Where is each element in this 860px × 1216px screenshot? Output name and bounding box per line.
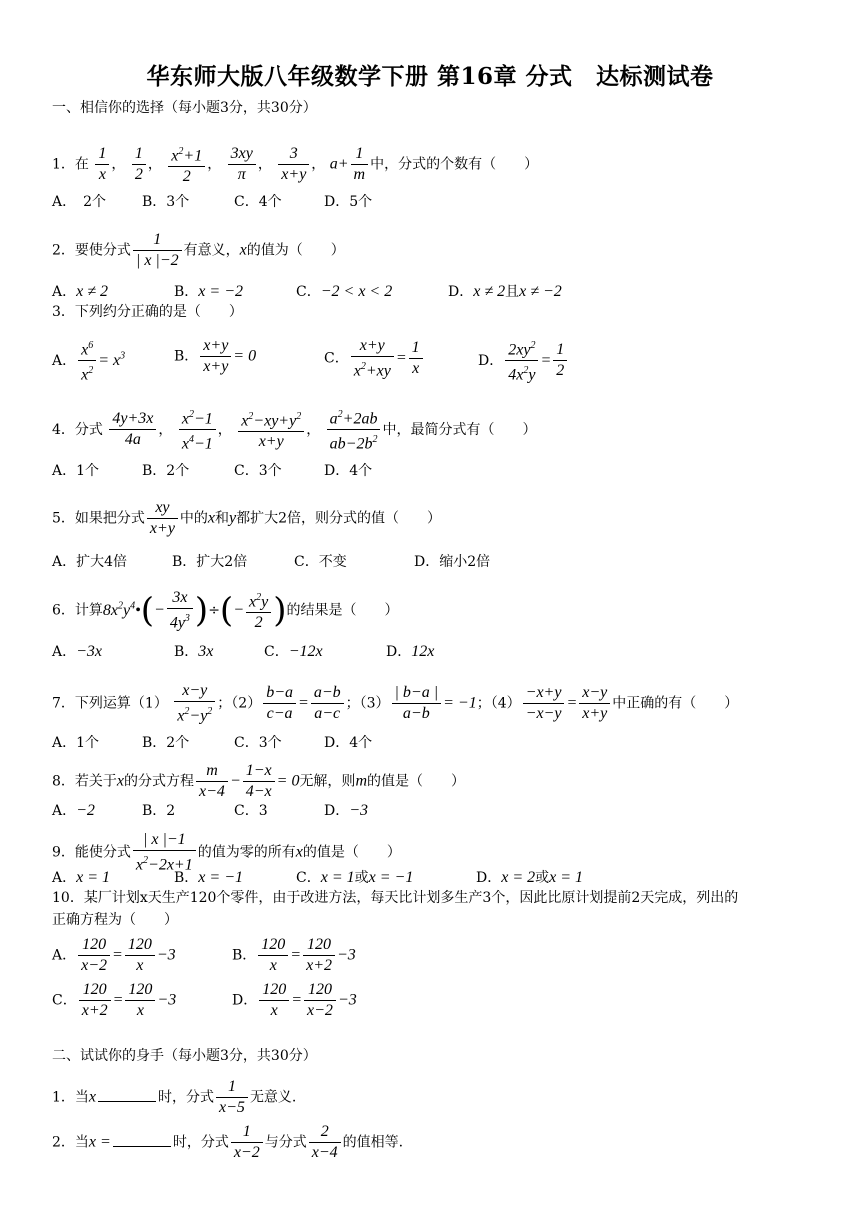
page-title: 华东师大版八年级数学下册 第16章 分式 达标测试卷 xyxy=(146,63,714,90)
blank-question-2: 2．当x = 时，分式 $\frac{1}{x-2}$ 与分式 $\frac{2}{x-4}$ 的值相等. xyxy=(52,1123,404,1161)
question-6: 6．计算$8x^2y^4•(-$ $\frac{3x}{4y^3}$ )÷(− $\frac{x^2y}{2}$ )的结果是（ ） xyxy=(52,589,399,632)
question-2: 2．要使分式 $\frac{1}{| x |-2}$ 有意义，x的值为（ ） xyxy=(52,231,345,269)
question-10-line-1: 10．某厂计划x天生产120个零件，由于改进方法，每天比计划多生产3个，因此比原计划提前2天完成，列出的 xyxy=(52,890,739,906)
option-d: D．5个 xyxy=(324,194,373,210)
answer-blank[interactable] xyxy=(113,1146,171,1147)
blank-question-1: 1．当x 时，分式 $\frac{1}{x-5}$ 无意义. xyxy=(52,1078,297,1116)
answer-blank[interactable] xyxy=(98,1101,156,1102)
question-5: 5．如果把分式 $\frac{xy}{x+y}$ 中的x和y都扩大2倍，则分式的值（ ） xyxy=(52,499,442,537)
question-4: 4．分式 $\frac{4y+3x}{4a}$ ， $\frac{x^2-1}{x^4-1}$ ， $\frac{x^2-xy+y^2}{x+y}$ ， $\frac{a^2+2ab}{ab-2b^2}$ 中，最简分式有（ ） xyxy=(52,405,820,455)
option-a: A． 2个 xyxy=(52,194,107,210)
question-1: 1．在 $\frac{1}{x}$ ， $\frac{1}{2}$ ， $\frac{x^2+1}{2}$ ， $\frac{3xy}{\pi}$ ， $\frac{3}{x+y}$ ， a+ $\frac{1}{m}$ 中，分式的个数有（ ） xyxy=(52,142,820,187)
question-8: 8．若关于x的分式方程 $\frac{m}{x-4}$ − $\frac{1-x}{4-x}$ = 0无解，则m的值是（ ） xyxy=(52,762,465,800)
question-10-line-2: 正确方程为（ ） xyxy=(52,912,178,928)
option-c: C．4个 xyxy=(234,194,282,210)
question-3: 3．下列约分正确的是（ ） xyxy=(52,304,243,320)
question-7: 7．下列运算（1） $\frac{x-y}{x^2-y^2}$ ；（2） $\frac{b-a}{c-a}$ = $\frac{a-b}{a-c}$ ；（3） $\frac{| b-a |}{a-b}$ = −1；（4） $\frac{-x+y}{-x-y}$ = $\frac{x-y}{x+y}$ 中正确的有（ ） xyxy=(52,682,739,725)
section-2-heading: 二、试试你的身手（每小题3分，共30分） xyxy=(52,1048,317,1064)
option-b: B．3个 xyxy=(142,194,190,210)
question-9: 9．能使分式 $\frac{| x |-1}{x^2-2x+1}$ 的值为零的所有x的值是（ ） xyxy=(52,831,401,874)
section-1-heading: 一、相信你的选择（每小题3分，共30分） xyxy=(52,100,317,116)
